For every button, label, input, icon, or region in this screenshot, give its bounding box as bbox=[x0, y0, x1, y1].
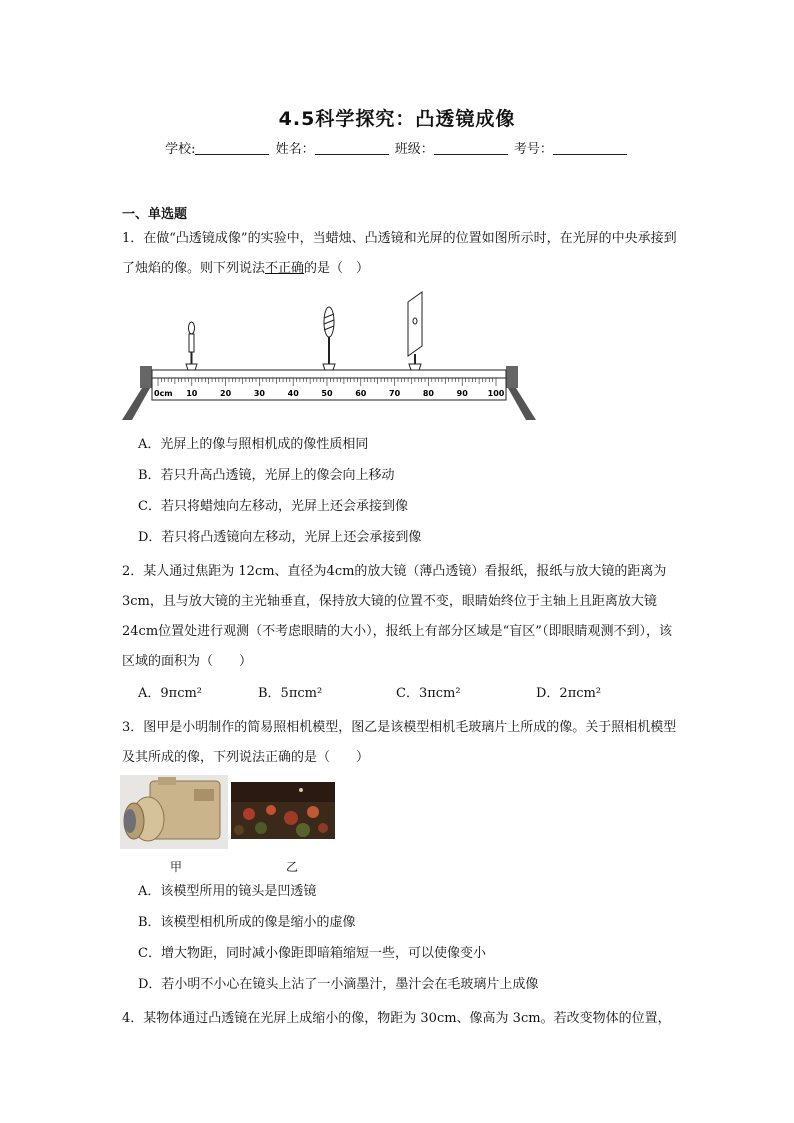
rail-top bbox=[152, 370, 506, 378]
section-heading: 一、单选题 bbox=[122, 207, 188, 222]
ruler-label: 50 bbox=[321, 389, 333, 398]
camera-model-image bbox=[120, 775, 228, 849]
q1-text: 1．在做“凸透镜成像”的实验中，当蜡烛、凸透镜和光屏的位置如图所示时，在光屏的中央承接到了烛焰的像。则下列说法 bbox=[122, 231, 677, 276]
class-label: 班级： bbox=[394, 142, 434, 157]
class-blank[interactable] bbox=[434, 142, 508, 155]
q3-option-d[interactable]: D．若小明不小心在镜头上沾了一小滴墨汁，墨汁会在毛玻璃片上成像 bbox=[138, 977, 539, 992]
right-leg bbox=[508, 388, 536, 420]
ruler-label: 100 bbox=[487, 389, 505, 398]
convex-lens bbox=[323, 307, 335, 370]
q2-option-d[interactable]: D．2πcm² bbox=[536, 686, 602, 701]
candle bbox=[186, 322, 197, 370]
light-screen bbox=[408, 292, 422, 370]
ruler-label: 60 bbox=[355, 389, 367, 398]
optical-bench-figure bbox=[118, 288, 538, 424]
caption-jia: 甲 bbox=[170, 860, 183, 874]
q3-option-b[interactable]: B．该模型相机所成的像是缩小的虚像 bbox=[138, 915, 356, 930]
q1-underlined: 不正确 bbox=[265, 261, 305, 276]
question-3: 3．图甲是小明制作的简易照相机模型，图乙是该模型相机毛玻璃片上所成的像。关于照相机模型及其所成的像，下列说法正确的是（ ） bbox=[122, 720, 677, 765]
q3-option-c[interactable]: C．增大物距，同时减小像距即暗箱缩短一些，可以使像变小 bbox=[138, 946, 486, 961]
ruler-label: 30 bbox=[253, 389, 265, 398]
school-blank[interactable] bbox=[195, 142, 269, 155]
question-1 bbox=[122, 224, 682, 284]
q3-option-a[interactable]: A．该模型所用的镜头是凹透镜 bbox=[138, 884, 317, 899]
student-info-line bbox=[0, 138, 794, 157]
ruler-label: 90 bbox=[456, 389, 468, 398]
number-blank[interactable] bbox=[553, 142, 627, 155]
left-leg bbox=[122, 388, 150, 420]
ruler-label: 40 bbox=[287, 389, 299, 398]
ruler-label: 70 bbox=[389, 389, 401, 398]
q1-option-b[interactable]: B．若只升高凸透镜，光屏上的像会向上移动 bbox=[138, 468, 395, 483]
name-blank[interactable] bbox=[315, 142, 389, 155]
caption-yi: 乙 bbox=[286, 860, 299, 874]
q2-option-b[interactable]: B．5πcm² bbox=[258, 686, 323, 701]
school-label: 学校: bbox=[165, 142, 196, 157]
q1-option-d[interactable]: D．若只将凸透镜向左移动，光屏上还会承接到像 bbox=[138, 530, 422, 545]
q2-option-c[interactable]: C．3πcm² bbox=[396, 686, 461, 701]
ruler-label: 0cm bbox=[154, 389, 173, 398]
ruler-label: 10 bbox=[186, 389, 198, 398]
q1-option-a[interactable]: A．光屏上的像与照相机成的像性质相同 bbox=[138, 437, 369, 452]
right-end-block bbox=[506, 366, 518, 388]
question-2: 2．某人通过焦距为 12cm、直径为4cm的放大镜（薄凸透镜）看报纸，报纸与放大镜的距离为 3cm，且与放大镜的主光轴垂直，保持放大镜的位置不变，眼睛始终位于主轴上且距离放大镜 24cm位置处进行观测（不考虑眼睛的大小），报纸上有部分区域是“盲区”（即眼睛观测不到），该区域的面积为（ ） bbox=[122, 564, 672, 669]
screen-image bbox=[231, 782, 335, 839]
ruler-label: 20 bbox=[220, 389, 232, 398]
number-label: 考号： bbox=[513, 142, 553, 157]
q1-text-end: 的是（ ） bbox=[304, 261, 370, 276]
name-label: 姓名： bbox=[275, 142, 315, 157]
q2-option-a[interactable]: A．9πcm² bbox=[138, 686, 203, 701]
page-title: 4.5科学探究：凸透镜成像 bbox=[278, 108, 516, 130]
question-4: 4．某物体通过凸透镜在光屏上成缩小的像，物距为 30cm、像高为 3cm。若改变物体的位置， bbox=[122, 1011, 671, 1026]
q1-option-c[interactable]: C．若只将蜡烛向左移动，光屏上还会承接到像 bbox=[138, 499, 408, 514]
left-end-block bbox=[140, 366, 152, 388]
ruler-label: 80 bbox=[422, 389, 434, 398]
